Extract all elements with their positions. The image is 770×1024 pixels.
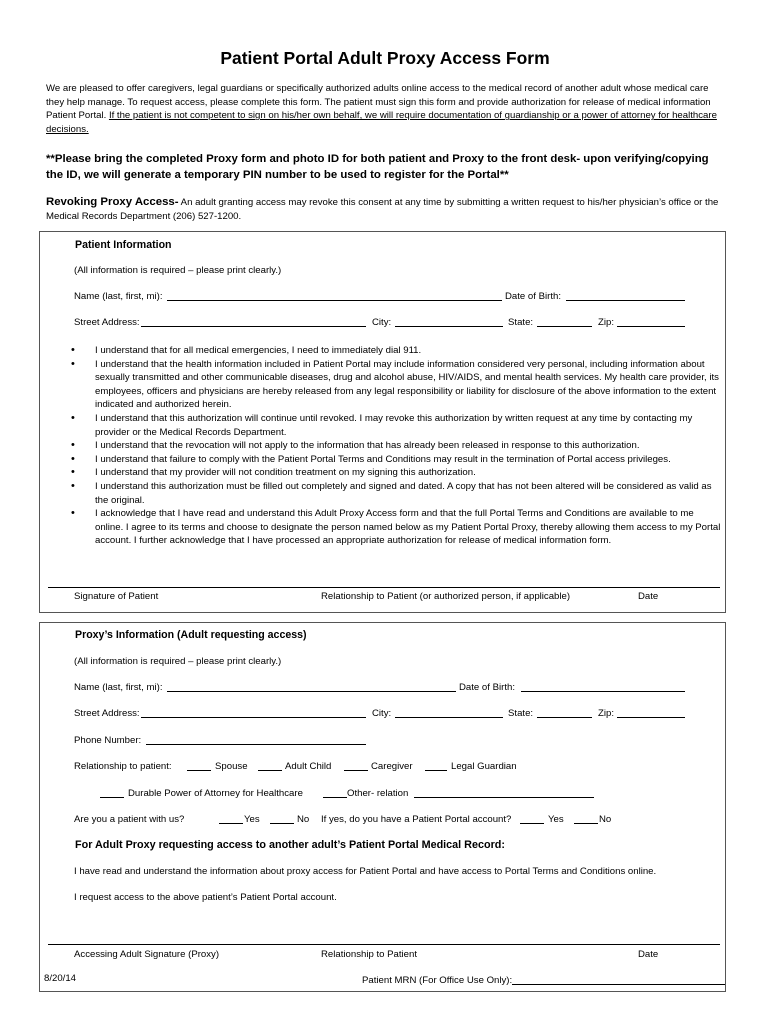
patient-zip-label: Zip: [598, 317, 614, 328]
patient-mrn-field[interactable] [512, 975, 725, 985]
legal-guardian-label: Legal Guardian [451, 761, 517, 772]
intro-underlined-text: If the patient is not competent to sign on his/her own behalf, we will require documentation of guardianship or a power of attorney for healthcare decisions. [46, 110, 717, 135]
list-item: • I understand that failure to comply with the Patient Portal Terms and Conditions may result in the termination of Portal access privileges. [71, 453, 723, 467]
patient-dob-field[interactable] [566, 291, 685, 301]
request-access-statement: I request access to the above patient’s Patient Portal account. [74, 892, 337, 903]
list-item: • I understand that this authorization will continue until revoked. I may revoke this authorization by written request at any time by contacting my provider or the Medical Records Department. [71, 412, 723, 439]
proxy-information-title: Proxy’s Information (Adult requesting access) [75, 629, 307, 641]
list-item: • I understand this authorization must be filled out completely and signed and dated. A copy that has not been altered will be considered as valid as the original. [71, 480, 723, 507]
caregiver-checkbox[interactable] [344, 761, 368, 771]
proxy-state-field[interactable] [537, 708, 592, 718]
portal-no-checkbox[interactable] [574, 814, 598, 824]
legal-guardian-checkbox[interactable] [425, 761, 447, 771]
proxy-city-field[interactable] [395, 708, 503, 718]
with-us-no-label: No [297, 814, 310, 825]
intro-text: We are pleased to offer caregivers, legal guardians or specifically authorized adults online access to the medical record of another adult whose medical care they help manage. To request access, please complete this form. The patient must sign this form and provide authorization for release of medical information Patient Portal. [46, 83, 711, 122]
with-us-yes-label: Yes [244, 814, 260, 825]
patient-dob-label: Date of Birth: [505, 291, 561, 302]
proxy-signature-label: Accessing Adult Signature (Proxy) [74, 949, 220, 960]
spouse-label: Spouse [215, 761, 248, 772]
proxy-date-label: Date [638, 949, 659, 960]
proxy-city-label: City: [372, 708, 392, 719]
patient-name-label: Name (last, first, mi): [74, 291, 163, 302]
list-item: • I understand that the revocation will not apply to the information that has already been released in response to this authorization. [71, 439, 723, 453]
proxy-relationship-sig-label: Relationship to Patient [321, 949, 417, 960]
proxy-information-box [39, 622, 726, 992]
proxy-zip-label: Zip: [598, 708, 614, 719]
portal-no-label: No [599, 814, 612, 825]
proxy-dob-field[interactable] [521, 682, 685, 692]
form-title: Patient Portal Adult Proxy Access Form [220, 48, 550, 68]
proxy-signature-line[interactable] [48, 944, 720, 945]
patient-information-title: Patient Information [75, 239, 172, 251]
proxy-name-label: Name (last, first, mi): [74, 682, 163, 693]
proxy-name-field[interactable] [167, 682, 456, 692]
proxy-access-heading: For Adult Proxy requesting access to another adult’s Patient Portal Medical Record: [75, 839, 505, 851]
patient-zip-field[interactable] [617, 317, 685, 327]
patient-signature-label: Signature of Patient [74, 591, 159, 602]
proxy-required-note: (All information is required – please print clearly.) [74, 656, 282, 667]
spouse-checkbox[interactable] [187, 761, 211, 771]
poa-label: Durable Power of Attorney for Healthcare [128, 788, 303, 799]
patient-mrn-label: Patient MRN (For Office Use Only): [362, 975, 513, 986]
revoking-text: An adult granting access may revoke this consent at any time by submitting a written request to his/her physician’s office or the Medical Records Department (206) 527-1200. [46, 197, 719, 222]
proxy-street-field[interactable] [141, 708, 366, 718]
read-understand-statement: I have read and understand the information about proxy access for Patient Portal and have access to Portal Terms and Conditions online. [74, 866, 657, 877]
form-revision-date: 8/20/14 [44, 973, 77, 984]
portal-yes-checkbox[interactable] [520, 814, 544, 824]
proxy-zip-field[interactable] [617, 708, 685, 718]
adult-child-label: Adult Child [285, 761, 332, 772]
portal-account-question: If yes, do you have a Patient Portal account? [321, 814, 512, 825]
patient-signature-line[interactable] [48, 587, 720, 588]
patient-state-field[interactable] [537, 317, 592, 327]
other-relation-field[interactable] [414, 788, 594, 798]
intro-paragraph [46, 82, 728, 136]
patient-city-label: City: [372, 317, 392, 328]
proxy-state-label: State: [508, 708, 534, 719]
other-relation-label: Other- relation [347, 788, 409, 799]
poa-checkbox[interactable] [100, 788, 124, 798]
proxy-relationship-label: Relationship to patient: [74, 761, 172, 772]
front-desk-notice: **Please bring the completed Proxy form and photo ID for both patient and Proxy to the front desk- upon verifying/copying the ID, we will generate a temporary PIN number to be used to register for the Portal** [46, 153, 709, 181]
with-us-no-checkbox[interactable] [270, 814, 294, 824]
patient-state-label: State: [508, 317, 534, 328]
patient-with-us-question: Are you a patient with us? [74, 814, 185, 825]
patient-city-field[interactable] [395, 317, 503, 327]
with-us-yes-checkbox[interactable] [219, 814, 243, 824]
proxy-phone-field[interactable] [146, 735, 366, 745]
portal-yes-label: Yes [548, 814, 564, 825]
adult-child-checkbox[interactable] [258, 761, 282, 771]
patient-relationship-label: Relationship to Patient (or authorized person, if applicable) [321, 591, 571, 602]
patient-name-field[interactable] [167, 291, 502, 301]
revoking-heading: Revoking Proxy Access- [46, 196, 179, 208]
list-item: • I acknowledge that I have read and understand this Adult Proxy Access form and that the full Portal Terms and Conditions are available to me online. I agree to its terms and choose to designate the person named below as my Patient Portal Proxy, thereby allowing them access to my Portal account. I further acknowledge that I have processed an appropriate authorization for release of medical information form. [71, 507, 723, 548]
list-item: • I understand that for all medical emergencies, I need to immediately dial 911. [71, 344, 723, 358]
proxy-dob-label: Date of Birth: [459, 682, 515, 693]
list-item: • I understand that the health information included in Patient Portal may include information considered very personal, including information about sexually transmitted and other communicable diseases, drug and alcohol abuse, HIV/AIDS, and mental health services. My health care provider, its employees, officers and physicians are hereby released from any legal responsibility or liability for disclosure of the above information to the extent indicated and authorized herein. [71, 358, 723, 412]
patient-required-note: (All information is required – please print clearly.) [74, 265, 282, 276]
list-item: • I understand that my provider will not condition treatment on my signing this authorization. [71, 466, 723, 480]
revoking-paragraph [46, 195, 728, 224]
proxy-street-label: Street Address: [74, 708, 140, 719]
patient-date-label: Date [638, 591, 659, 602]
other-checkbox[interactable] [323, 788, 347, 798]
proxy-phone-label: Phone Number: [74, 735, 142, 746]
patient-street-field[interactable] [141, 317, 366, 327]
patient-street-label: Street Address: [74, 317, 140, 328]
patient-acknowledgement-list [71, 344, 723, 548]
caregiver-label: Caregiver [371, 761, 413, 772]
